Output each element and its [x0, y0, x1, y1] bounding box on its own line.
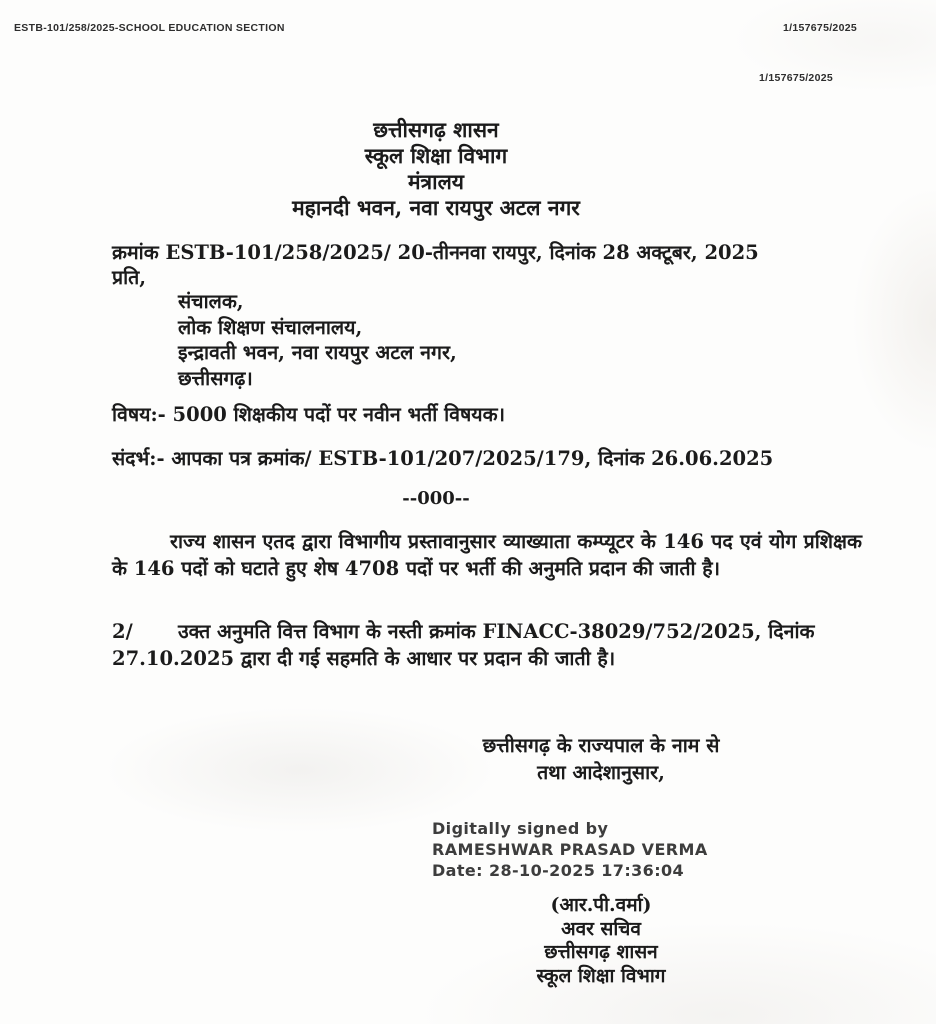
reference-row	[112, 238, 872, 265]
paragraph-text: उक्त अनुमति वित्त विभाग के नस्ती क्रमांक FINACC-38029/752/2025, दिनांक 27.10.2025 द्वारा दी गई सहमति के आधार पर प्रदान की जाती है।	[112, 620, 815, 670]
addressee-line: लोक शिक्षण संचालनालय,	[178, 315, 363, 339]
section-divider: --000--	[402, 488, 470, 509]
place-and-date: नवा रायपुर, दिनांक 28 अक्टूबर, 2025	[459, 241, 759, 264]
addressee-line: संचालक,	[178, 290, 244, 313]
digital-signature-line: Digitally signed by	[432, 819, 609, 838]
salutation: प्रति,	[112, 266, 147, 289]
letterhead	[112, 117, 760, 221]
office-address: महानदी भवन, नवा रायपुर अटल नगर	[292, 195, 580, 220]
signatory-designation: अवर सचिव	[561, 917, 641, 940]
paragraph-number: 2/	[112, 620, 133, 643]
addressee-block	[178, 289, 457, 391]
signatory-org: छत्तीसगढ़ शासन	[544, 941, 658, 963]
government-name: छत्तीसगढ़ शासन	[373, 117, 499, 142]
authority-line: तथा आदेशानुसार,	[537, 761, 665, 784]
body-paragraph-2	[112, 619, 862, 672]
subject-line: विषय:- 5000 शिक्षकीय पदों पर नवीन भर्ती विषयक।	[112, 403, 505, 426]
reference-line: संदर्भ:- आपका पत्र क्रमांक/ ESTB-101/207/2025/179, दिनांक 26.06.2025	[112, 447, 774, 470]
signatory-block	[430, 894, 772, 988]
letter-number: क्रमांक ESTB-101/258/2025/ 20-तीन	[112, 241, 460, 264]
digital-signature	[432, 819, 708, 881]
signatory-name: (आर.पी.वर्मा)	[550, 894, 652, 916]
digital-signature-name: RAMESHWAR PRASAD VERMA	[432, 839, 708, 859]
authority-block	[430, 732, 772, 786]
file-number-second: 1/157675/2025	[759, 72, 833, 84]
ministry-label: मंत्रालय	[407, 169, 464, 194]
body-paragraph-1: राज्य शासन एतद द्वारा विभागीय प्रस्तावानुसार व्याख्याता कम्प्यूटर के 146 पद एवं योग प्रशिक्षक के 146 पदों को घटाते हुए शेष 4708 पदों पर भर्ती की अनुमति प्रदान की जाती है।	[112, 530, 862, 580]
doc-section-ref: ESTB-101/258/2025-SCHOOL EDUCATION SECTION	[14, 22, 285, 34]
addressee-line: छत्तीसगढ़।	[178, 366, 253, 390]
digital-signature-date: Date: 28-10-2025 17:36:04	[432, 860, 685, 880]
file-number-top: 1/157675/2025	[783, 22, 857, 34]
addressee-line: इन्द्रावती भवन, नवा रायपुर अटल नगर,	[178, 341, 457, 364]
authority-line: छत्तीसगढ़ के राज्यपाल के नाम से	[482, 734, 720, 757]
department-name: स्कूल शिक्षा विभाग	[364, 143, 508, 168]
signatory-org: स्कूल शिक्षा विभाग	[536, 964, 666, 987]
